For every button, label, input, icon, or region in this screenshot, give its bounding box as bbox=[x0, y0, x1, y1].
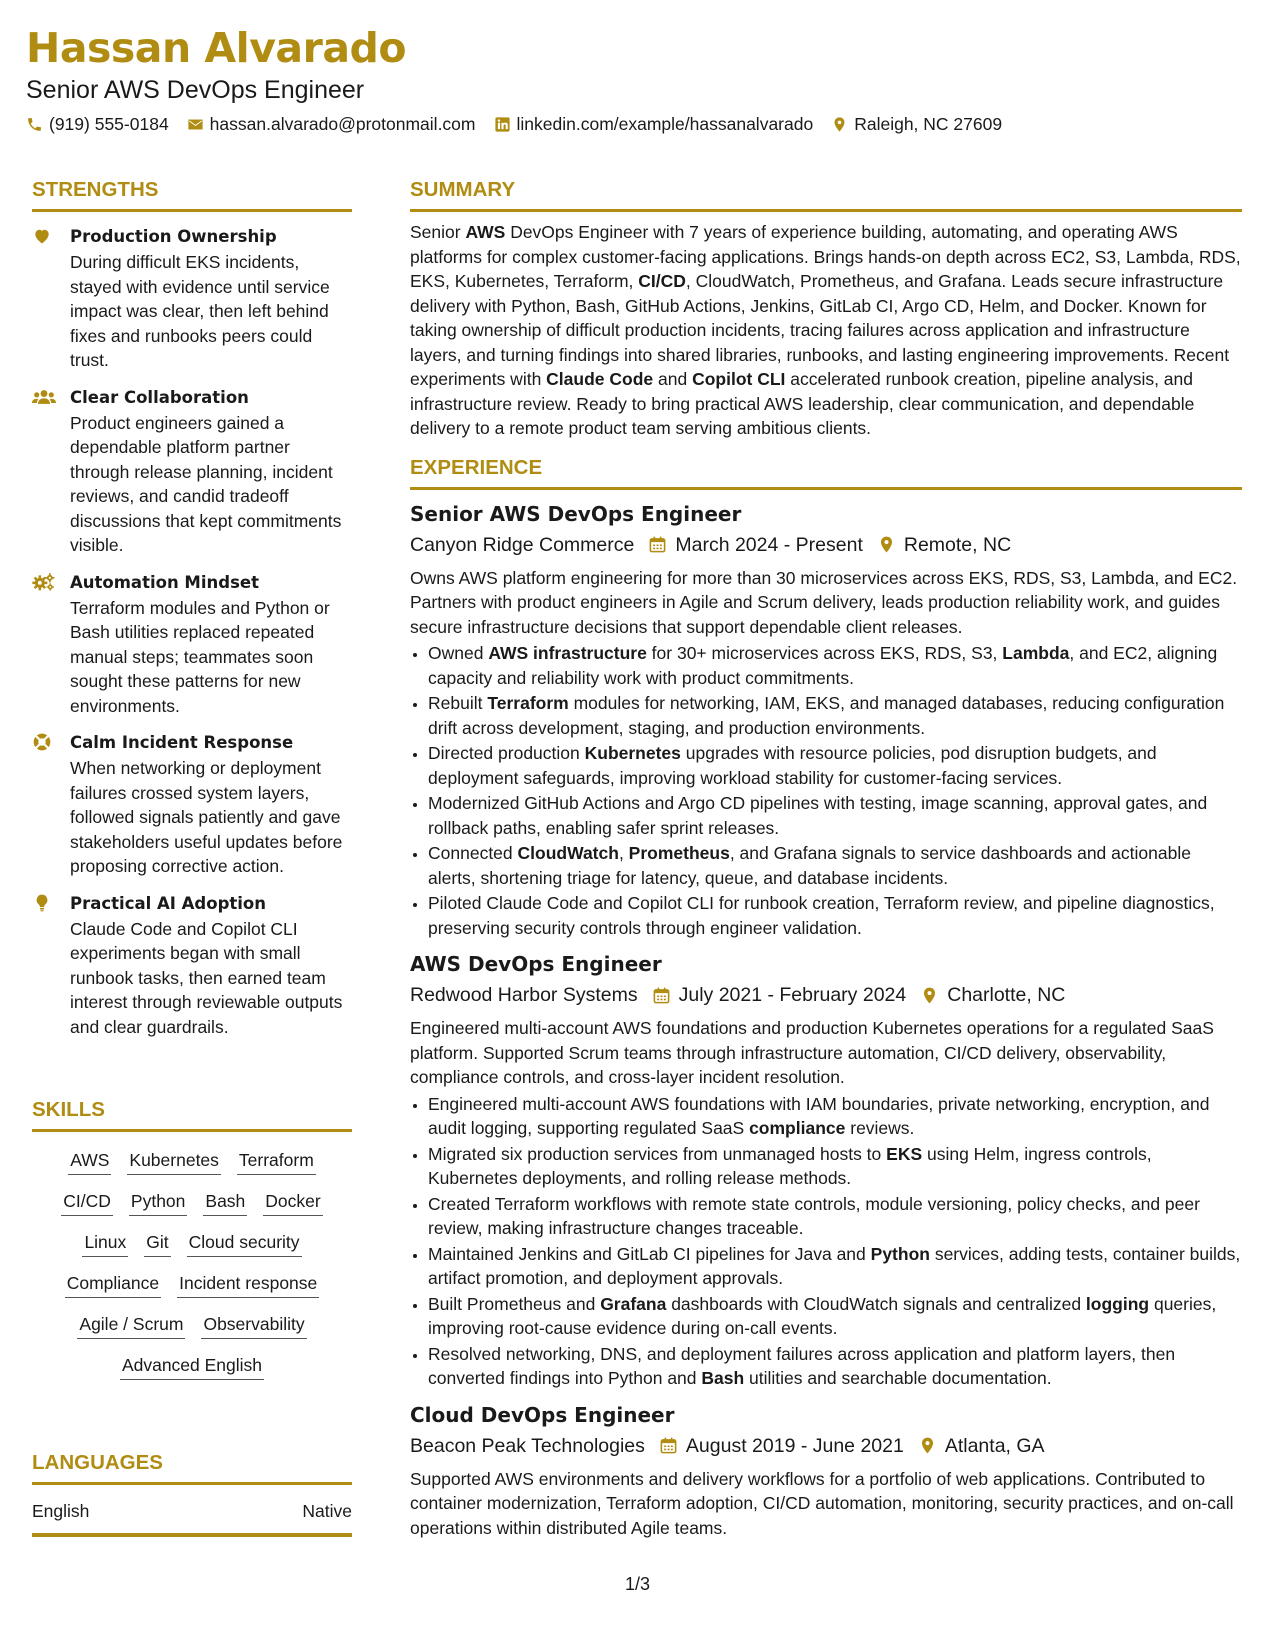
strength-item bbox=[32, 224, 352, 373]
contact-location bbox=[831, 112, 1002, 136]
languages-section bbox=[32, 1450, 352, 1537]
strength-desc: When networking or deployment failures crossed system layers, followed signals patiently and gave stakeholders useful updates before proposing corrective action. bbox=[70, 758, 343, 876]
job-entry bbox=[410, 950, 1242, 1391]
job-dates: August 2019 - June 2021 bbox=[659, 1431, 904, 1461]
skill-tag: Linux bbox=[82, 1230, 128, 1257]
candidate-headline: Senior AWS DevOps Engineer bbox=[26, 76, 365, 104]
experience-heading: EXPERIENCE bbox=[410, 455, 1242, 490]
languages-heading: LANGUAGES bbox=[32, 1450, 352, 1485]
skill-tag: CI/CD bbox=[61, 1189, 113, 1216]
right-column bbox=[410, 177, 1242, 1540]
heart-icon bbox=[32, 226, 52, 246]
job-bullet: • Created Terraform workflows with remote state controls, module versioning, policy checks, and peer review, making infrastructure changes traceable. bbox=[428, 1192, 1242, 1241]
job-description: Engineered multi-account AWS foundations and production Kubernetes operations for a regulated SaaS platform. Supported Scrum teams through infrastructure automation, CI/CD delivery, observability, compliance controls, and cross-layer incident resolution. bbox=[410, 1018, 1214, 1087]
calendar-icon bbox=[659, 1436, 678, 1455]
job-bullet: • Engineered multi-account AWS foundations with IAM boundaries, private networking, encryption, and audit logging, supporting regulated SaaS compliance reviews. bbox=[428, 1092, 1242, 1141]
map-pin-icon bbox=[877, 535, 896, 554]
job-bullet: • Resolved networking, DNS, and deployment failures across application and platform layers, then converted findings into Python and Bash utilities and searchable documentation. bbox=[428, 1342, 1242, 1391]
job-dates: March 2024 - Present bbox=[648, 530, 863, 560]
contact-linkedin-text: linkedin.com/example/hassanalvarado bbox=[516, 114, 814, 134]
job-bullets bbox=[410, 1092, 1242, 1391]
job-meta bbox=[410, 980, 1242, 1010]
skill-tag: Incident response bbox=[177, 1271, 319, 1298]
job-location: Charlotte, NC bbox=[920, 980, 1065, 1010]
language-row bbox=[32, 1499, 352, 1537]
job-bullet: • Connected CloudWatch, Prometheus, and Grafana signals to service dashboards and actionable alerts, shortening triage for latency, queue, and database incidents. bbox=[428, 841, 1242, 890]
job-title: Senior AWS DevOps Engineer bbox=[410, 501, 742, 526]
job-company: Redwood Harbor Systems bbox=[410, 984, 638, 1006]
job-bullet: • Built Prometheus and Grafana dashboards with CloudWatch signals and centralized logging queries, improving root-cause evidence during on-call events. bbox=[428, 1292, 1242, 1341]
strength-title: Calm Incident Response bbox=[70, 733, 294, 752]
summary-text: Senior AWS DevOps Engineer with 7 years of experience building, automating, and operating AWS platforms for complex customer-facing applications. Brings hands-on depth across EC2, S3, Lambda, RDS, EKS, Kubernetes, Terraform, CI/CD, CloudWatch, Prometheus, and Grafana. Leads secure infrastructure delivery with Python, Bash, GitHub Actions, Jenkins, GitLab CI, Argo CD, Helm, and Docker. Known for taking ownership of difficult production incidents, tracing failures across application and infrastructure layers, and turning findings into shared libraries, runbooks, and lasting engineering improvements. Recent experiments with Claude Code and Copilot CLI accelerated runbook creation, pipeline analysis, and infrastructure review. Ready to bring practical AWS leadership, clear communication, and dependable delivery to a remote product team serving ambitious clients. bbox=[410, 222, 1241, 438]
skill-tag: Git bbox=[144, 1230, 170, 1257]
job-bullet: • Rebuilt Terraform modules for networking, IAM, EKS, and managed databases, reducing configuration drift across development, staging, and production environments. bbox=[428, 691, 1242, 740]
skills-section bbox=[32, 1097, 352, 1380]
skill-tag: Advanced English bbox=[120, 1353, 264, 1380]
skill-tag: Python bbox=[129, 1189, 187, 1216]
map-pin-icon bbox=[918, 1436, 937, 1455]
calendar-icon bbox=[652, 986, 671, 1005]
candidate-name: Hassan Alvarado bbox=[26, 24, 406, 72]
skill-tag: Docker bbox=[263, 1189, 322, 1216]
strength-item bbox=[32, 891, 352, 1040]
skill-tag: Observability bbox=[201, 1312, 306, 1339]
strength-title: Clear Collaboration bbox=[70, 387, 249, 407]
job-bullet: • Owned AWS infrastructure for 30+ microservices across EKS, RDS, S3, Lambda, and EC2, aligning capacity and reliability work with product commitments. bbox=[428, 641, 1242, 690]
skills-heading: SKILLS bbox=[32, 1097, 352, 1132]
strength-desc: Product engineers gained a dependable platform partner through release planning, incident reviews, and candid tradeoff discussions that kept commitments visible. bbox=[70, 412, 342, 555]
contact-email-text: hassan.alvarado@protonmail.com bbox=[209, 114, 476, 134]
strength-item bbox=[32, 570, 352, 719]
language-name: English bbox=[32, 1501, 90, 1521]
calendar-icon bbox=[648, 535, 667, 554]
strength-desc: Claude Code and Copilot CLI experiments began with small runbook tasks, then earned team interest through reviewable outputs and clear guardrails. bbox=[70, 918, 343, 1037]
skill-tag: Bash bbox=[203, 1189, 247, 1216]
skill-tag: Terraform bbox=[237, 1148, 316, 1175]
job-dates: July 2021 - February 2024 bbox=[652, 980, 907, 1010]
job-bullets bbox=[410, 641, 1242, 940]
contact-bar bbox=[26, 112, 1002, 136]
job-location: Remote, NC bbox=[877, 530, 1011, 560]
skill-tag: Agile / Scrum bbox=[77, 1312, 185, 1339]
strengths-list bbox=[32, 224, 352, 1039]
envelope-icon bbox=[187, 116, 204, 133]
contact-linkedin[interactable] bbox=[494, 112, 814, 136]
job-entry bbox=[410, 500, 1242, 941]
skills-list bbox=[32, 1148, 352, 1380]
strength-title: Practical AI Adoption bbox=[70, 893, 267, 913]
strengths-heading: STRENGTHS bbox=[32, 177, 352, 212]
page-number: 1/3 bbox=[624, 1574, 651, 1594]
job-title: Cloud DevOps Engineer bbox=[410, 1402, 675, 1427]
job-bullet: • Modernized GitHub Actions and Argo CD pipelines with testing, image scanning, approval gates, and rollback paths, enabling safer sprint releases. bbox=[428, 791, 1242, 840]
contact-email[interactable] bbox=[187, 112, 476, 136]
skill-tag: Cloud security bbox=[187, 1230, 302, 1257]
phone-icon bbox=[26, 116, 43, 133]
strength-title: Production Ownership bbox=[70, 227, 277, 246]
job-company: Canyon Ridge Commerce bbox=[410, 533, 635, 556]
strength-item bbox=[32, 730, 352, 879]
job-entry bbox=[410, 1401, 1242, 1541]
job-company: Beacon Peak Technologies bbox=[410, 1434, 645, 1457]
contact-phone[interactable] bbox=[26, 112, 169, 136]
job-bullet: • Maintained Jenkins and GitLab CI pipelines for Java and Python services, adding tests, container builds, artifact promotion, and deployment approvals. bbox=[428, 1242, 1242, 1291]
language-level: Native bbox=[302, 1501, 352, 1521]
life-ring-icon bbox=[32, 732, 52, 752]
left-column bbox=[32, 177, 352, 1051]
strength-desc: Terraform modules and Python or Bash utilities replaced repeated manual steps; teammates soon sought these patterns for new environments. bbox=[70, 597, 330, 716]
strength-title: Automation Mindset bbox=[70, 572, 259, 592]
job-description: Owns AWS platform engineering for more than 30 microservices across EKS, RDS, S3, Lambda, and EC2. Partners with product engineers in Agile and Scrum delivery, leads production reliability work, and guides secure infrastructure decisions that support dependable client releases. bbox=[410, 567, 1238, 637]
summary-heading: SUMMARY bbox=[410, 177, 1242, 212]
skill-tag: AWS bbox=[68, 1148, 111, 1175]
lightbulb-icon bbox=[32, 893, 52, 913]
skill-tag: Compliance bbox=[65, 1271, 161, 1298]
contact-location-text: Raleigh, NC 27609 bbox=[854, 114, 1003, 134]
strength-desc: During difficult EKS incidents, stayed with evidence until service impact was clear, then left behind fixes and runbooks peers could trust. bbox=[70, 252, 330, 370]
job-meta bbox=[410, 1431, 1242, 1461]
job-description: Supported AWS environments and delivery workflows for a portfolio of web applications. Contributed to container modernization, Terraform adoption, CI/CD automation, monitoring, security practices, and on-call operations within distributed Agile teams. bbox=[410, 1468, 1234, 1538]
job-meta bbox=[410, 530, 1242, 560]
contact-phone-text: (919) 555-0184 bbox=[49, 114, 169, 134]
map-pin-icon bbox=[920, 986, 939, 1005]
job-bullet: • Piloted Claude Code and Copilot CLI for runbook creation, Terraform review, and pipeline diagnostics, preserving security controls through engineer validation. bbox=[428, 891, 1242, 940]
job-bullet: • Migrated six production services from unmanaged hosts to EKS using Helm, ingress controls, Kubernetes deployments, and rolling release methods. bbox=[428, 1142, 1242, 1191]
job-bullet: • Directed production Kubernetes upgrades with resource policies, pod disruption budgets, and deployment safeguards, improving workload stability for customer-facing services. bbox=[428, 741, 1242, 790]
job-title: AWS DevOps Engineer bbox=[410, 952, 662, 976]
map-pin-icon bbox=[831, 116, 848, 133]
users-icon bbox=[32, 387, 56, 407]
job-location: Atlanta, GA bbox=[918, 1431, 1045, 1461]
linkedin-icon bbox=[494, 116, 511, 133]
skill-tag: Kubernetes bbox=[127, 1148, 221, 1175]
gears-icon bbox=[32, 572, 56, 592]
strength-item bbox=[32, 385, 352, 558]
